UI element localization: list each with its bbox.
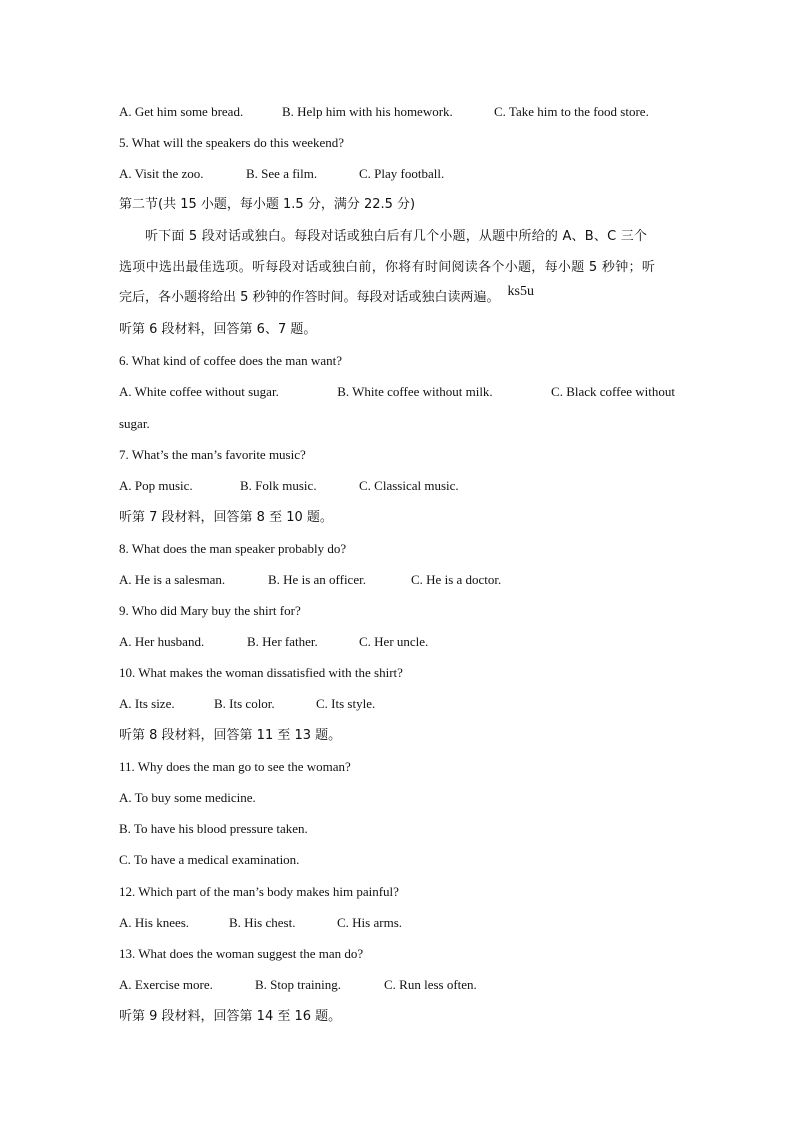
q13-option-b: B. Stop training.: [255, 977, 341, 992]
q13-question: 13. What does the woman suggest the man do?: [119, 946, 364, 961]
q11-option-b: B. To have his blood pressure taken.: [119, 821, 308, 836]
q4-option-a: A. Get him some bread.: [119, 104, 244, 119]
q10-option-c: C. Its style.: [316, 696, 376, 711]
instructions-line-3: [119, 284, 534, 306]
group-6-label: 听第 6 段材料，回答第 6、7 题。: [119, 322, 317, 337]
q11-option-c: C. To have a medical examination.: [119, 852, 300, 867]
group-7-label: 听第 7 段材料，回答第 8 至 10 题。: [119, 510, 333, 525]
q8-question: 8. What does the man speaker probably do?: [119, 541, 347, 556]
q10-question: 10. What makes the woman dissatisfied with the shirt?: [119, 665, 403, 680]
q8-option-c: C. He is a doctor.: [411, 572, 502, 587]
q12-option-b: B. His chest.: [229, 915, 296, 930]
group-9-label: 听第 9 段材料，回答第 14 至 16 题。: [119, 1009, 342, 1024]
q11-option-a: A. To buy some medicine.: [119, 790, 256, 805]
q7-option-c: C. Classical music.: [359, 478, 459, 493]
instructions-text: 完后，各小题将给出 5 秒钟的作答时间。每段对话或独白读两遍。: [119, 290, 500, 305]
q9-option-b: B. Her father.: [247, 634, 318, 649]
q12-option-c: C. His arms.: [337, 915, 402, 930]
q8-option-a: A. He is a salesman.: [119, 572, 226, 587]
q10-option-a: A. Its size.: [119, 696, 175, 711]
q4-option-b: B. Help him with his homework.: [282, 104, 453, 119]
q6-option-b: B. White coffee without milk.: [337, 384, 493, 399]
q12-question: 12. Which part of the man’s body makes him painful?: [119, 884, 399, 899]
q7-option-b: B. Folk music.: [240, 478, 317, 493]
instructions-line-1: 听下面 5 段对话或独白。每段对话或独白后有几个小题，从题中所给的 A、B、C 三个: [145, 229, 648, 244]
q9-option-a: A. Her husband.: [119, 634, 205, 649]
q4-option-c: C. Take him to the food store.: [494, 104, 649, 119]
q5-option-a: A. Visit the zoo.: [119, 166, 204, 181]
q5-option-b: B. See a film.: [246, 166, 318, 181]
q9-question: 9. Who did Mary buy the shirt for?: [119, 603, 301, 618]
q13-option-a: A. Exercise more.: [119, 977, 213, 992]
instructions-line-2: 选项中选出最佳选项。听每段对话或独白前，你将有时间阅读各个小题，每小题 5 秒钟；听: [119, 260, 656, 275]
q11-question: 11. Why does the man go to see the woman?: [119, 759, 351, 774]
q13-option-c: C. Run less often.: [384, 977, 477, 992]
q7-question: 7. What’s the man’s favorite music?: [119, 447, 306, 462]
q5-option-c: C. Play football.: [359, 166, 445, 181]
q8-option-b: B. He is an officer.: [268, 572, 366, 587]
group-8-label: 听第 8 段材料，回答第 11 至 13 题。: [119, 728, 342, 743]
q6-option-a: A. White coffee without sugar.: [119, 384, 279, 399]
q6-options-row: [119, 384, 675, 400]
q12-option-a: A. His knees.: [119, 915, 190, 930]
section-heading: 第二节(共 15 小题，每小题 1.5 分，满分 22.5 分): [119, 197, 416, 212]
q10-option-b: B. Its color.: [214, 696, 275, 711]
q6-question: 6. What kind of coffee does the man want?: [119, 353, 342, 368]
q6-option-c-continued: sugar.: [119, 416, 150, 431]
q5-question: 5. What will the speakers do this weekend?: [119, 135, 345, 150]
q6-option-c: C. Black coffee without: [551, 384, 675, 399]
q9-option-c: C. Her uncle.: [359, 634, 429, 649]
watermark-mark: ks5u: [507, 284, 534, 299]
q7-option-a: A. Pop music.: [119, 478, 193, 493]
